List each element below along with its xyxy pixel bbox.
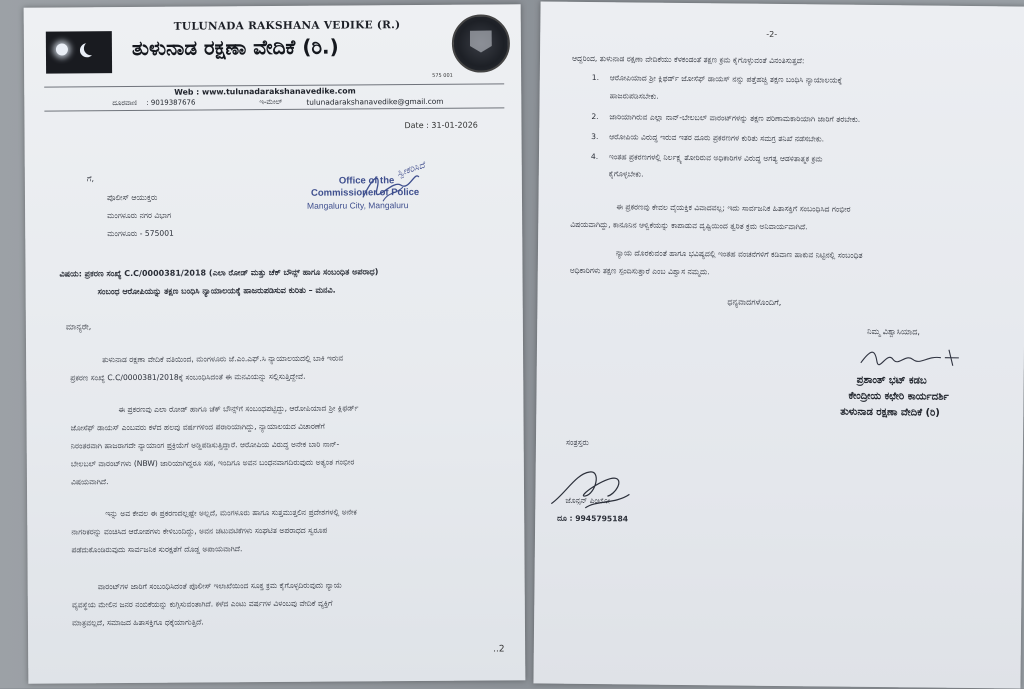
to-label: ಗೆ,	[86, 174, 95, 184]
para2-line-3: ನಿರಂತರವಾಗಿ ಹಾಜರಾಗದೇ ನ್ಯಾಯಾಂಗ ಪ್ರಕ್ರಿಯೆಗೆ ಅಡ್ಡಿಪಡಿಸುತ್ತಿದ್ದಾರೆ. ಆರೋಪಿಯ ವಿರುದ್ಧ ಅನೇಕ ಬಾರಿ ನಾನ್-	[70, 439, 340, 451]
request-4-line-2: ಕೈಗೊಳ್ಳಬೇಕು.	[608, 169, 644, 179]
complainant-name: ಜೊನ್ಸನ್ ಪಿಂಟೋ	[565, 495, 611, 506]
phone-number: : 9019387676	[146, 98, 196, 107]
para3-line-2: ನಾಗರಿಕರನ್ನು ವಂಚಿಸಿದ ಆರೋಪಗಳು ಕೇಳಿಬಂದಿದ್ದು, ಅವನ ಚಟುವಟಿಕೆಗಳು ಸಂಘಟಿತ ಅಪರಾಧದ ಸ್ವರೂಪ	[71, 525, 328, 537]
address-pin: 575 001	[432, 72, 453, 79]
request-2-number: 2.	[591, 112, 599, 122]
sender-signature	[857, 343, 967, 374]
complainant-phone: ದೂ : 9945795184	[557, 513, 629, 524]
para4-line-1: ವಾರಂಟ್‌ಗಳ ಜಾರಿಗೆ ಸಂಬಂಧಿಸಿದಂತೆ ಪೊಲೀಸ್ ಇಲಾಖೆಯಿಂದ ಸೂಕ್ತ ಕ್ರಮ ಕೈಗೊಳ್ಳದಿರುವುದು ನ್ಯಾಯ	[97, 580, 342, 592]
para3-line-2: ಅಧಿಕಾರಿಗಳು ತಕ್ಷಣ ಸ್ಪಂದಿಸುತ್ತಾರೆ ಎಂಬ ವಿಶ್ವಾಸ ನಮ್ಮದು.	[569, 265, 710, 277]
requests-intro: ಆದ್ದರಿಂದ, ತುಳುನಾಡ ರಕ್ಷಣಾ ವೇದಿಕೆಯು ಕೆಳಕಂಡಂತೆ ತಕ್ಷಣ ಕ್ರಮ ಕೈಗೊಳ್ಳುವಂತೆ ವಿನಂತಿಸುತ್ತದೆ:	[571, 53, 805, 66]
salutation: ಮಾನ್ಯರೇ,	[65, 322, 92, 332]
para3-line-3: ಪಡೆದುಕೊಂಡಿರುವುದು ಸಾರ್ವಜನಿಕ ಸುರಕ್ಷತೆಗೆ ದೊಡ್ಡ ಅಪಾಯವಾಗಿದೆ.	[71, 544, 243, 555]
request-2-line-1: ಜಾರಿಯಾಗಿರುವ ಎಲ್ಲಾ ನಾನ್-ಬೇಲಬಲ್ ವಾರಂಟ್‌ಗಳನ್ನು ತಕ್ಷಣ ಪರಿಣಾಮಕಾರಿಯಾಗಿ ಜಾರಿಗೆ ತರಬೇಕು.	[609, 112, 861, 124]
para3-line-1: ಇನ್ನು ಅವ ಕೇವಲ ಈ ಪ್ರಕರಣದಲ್ಲಷ್ಟೇ ಅಲ್ಲದೆ, ಮಂಗಳೂರು ಹಾಗೂ ಸುತ್ತಮುತ್ತಲಿನ ಪ್ರದೇಶಗಳಲ್ಲಿ ಅನೇಕ	[105, 507, 357, 519]
para4-line-2: ವ್ಯವಸ್ಥೆಯ ಮೇಲಿನ ಜನರ ನಂಬಿಕೆಯನ್ನು ಕುಗ್ಗಿಸುವಂತಾಗಿದೆ. ಕಳೆದ ಎಂಟು ವರ್ಷಗಳ ವಿಳಂಬವು ವೇದಿಕೆ ವ್ಯಕ್ತಿಗೆ	[71, 598, 333, 610]
sender-name: ಪ್ರಶಾಂತ್ ಭಟ್ ಕಡಬ	[856, 374, 927, 387]
receipt-signature-scribble	[323, 167, 433, 212]
email-label: ಇ-ಮೇಲ್	[259, 97, 283, 107]
para2-line-1: ಈ ಪ್ರಕರಣವು ಕೇವಲ ವೈಯಕ್ತಿಕ ವಿವಾದವಲ್ಲ; ಇದು ಸಾರ್ವಜನಿಕ ಹಿತಾಸಕ್ತಿಗೆ ಸಂಬಂಧಿಸಿದ ಗಂಭೀರ	[616, 202, 851, 214]
para2-line-2: ಜೋಸೆಫ್ ಡಾಯಸ್ ಎಂಬವರು ಕಳೆದ ಹಲವು ವರ್ಷಗಳಿಂದ ಪರಾರಿಯಾಗಿದ್ದು, ನ್ಯಾಯಾಲಯದ ವಿಚಾರಣೆಗೆ	[70, 421, 325, 433]
para2-line-4: ಬೇಲಬಲ್ ವಾರಂಟ್‌ಗಳು (NBW) ಜಾರಿಯಾಗಿದ್ದರೂ ಸಹ, ಇಂದಿಗೂ ಅವನ ಬಂಧನವಾಗದಿರುವುದು ಅತ್ಯಂತ ಗಂಭೀರ	[70, 457, 355, 469]
complainant-label: ಸಂತ್ರಸ್ತರು	[565, 437, 589, 447]
request-1-line-1: ಆರೋಪಿಯಾದ ಶ್ರೀ ಕ್ಲಿಫರ್ಡ್ ಜೋಸೆಫ್ ಡಾಯಸ್ ನನ್ನು ಪತ್ತೆಹಚ್ಚಿ ತಕ್ಷಣ ಬಂಧಿಸಿ ನ್ಯಾಯಾಲಯಕ್ಕೆ	[609, 73, 843, 85]
para2-line-1: ಈ ಪ್ರಕರಣವು ಎಲಾ ರೋಡ್ ಹಾಗೂ ಚೆಕ್ ಬೌನ್ಸ್‌ಗೆ ಸಂಬಂಧಪಟ್ಟಿದ್ದು, ಆರೋಪಿಯಾದ ಶ್ರೀ ಕ್ಲಿಫರ್ಡ್	[118, 403, 359, 415]
recipient-line-1: ಪೊಲೀಸ್ ಆಯುಕ್ತರು	[106, 192, 158, 203]
closing-yours: ನಿಮ್ಮ ವಿಶ್ವಾಸಿಯಾದ,	[867, 326, 921, 337]
continued-page-marker: ..2	[493, 644, 505, 655]
para2-line-5: ವಿಷಯವಾಗಿದೆ.	[70, 477, 109, 487]
letter-date: Date : 31-01-2026	[404, 120, 478, 131]
sun-icon	[56, 43, 68, 55]
sender-title: ಕೇಂದ್ರೀಯ ಕಛೇರಿ ಕಾರ್ಯದರ್ಶಿ	[848, 390, 949, 403]
crescent-moon-icon	[84, 41, 98, 55]
request-1-number: 1.	[591, 73, 600, 83]
subject-line-1: ವಿಷಯ: ಪ್ರಕರಣ ಸಂಖ್ಯೆ C.C/0000381/2018 (ಎಲಾ ರೋಡ್ ಮತ್ತು ಚೆಕ್ ಬೌನ್ಸ್ ಹಾಗೂ ಸಂಬಂಧಿತ ಅಪರಾಧ)	[59, 267, 379, 279]
stamp-line-1: Office of the	[338, 175, 395, 187]
stamp-line-3: Mangaluru City, Mangaluru	[307, 200, 409, 211]
organization-flag-logo	[46, 31, 112, 73]
website-line: Web : www.tulunadarakshanavedike.com	[174, 86, 356, 97]
para4-line-3: ಮಾತ್ರವಲ್ಲದೆ, ಸಮಾಜದ ಹಿತಾಸಕ್ತಿಗೂ ಧಕ್ಕೆಯಾಗುತ್ತಿದೆ.	[71, 617, 204, 628]
recipient-line-2: ಮಂಗಳೂರು ನಗರ ವಿಭಾಗ	[107, 210, 172, 221]
request-3-number: 3.	[591, 132, 599, 142]
request-1-line-2: ಹಾಜರುಪಡಿಸಬೇಕು.	[609, 91, 659, 101]
sender-organization: ತುಳುನಾಡ ರಕ್ಷಣಾ ವೇದಿಕೆ (ರಿ)	[840, 406, 940, 419]
para1-line-2: ಪ್ರಕರಣ ಸಂಖ್ಯೆ C.C/0000381/2018ಕ್ಕೆ ಸಂಬಂಧಿಸಿದಂತೆ ಈ ಮನವಿಯನ್ನು ಸಲ್ಲಿಸುತ್ತಿದ್ದೇವೆ.	[70, 371, 306, 383]
letter-page-2	[533, 1, 1024, 688]
subject-line-2: ಸಂಬಂಧ ಆರೋಪಿಯನ್ನು ತಕ್ಷಣ ಬಂಧಿಸಿ ನ್ಯಾಯಾಲಯಕ್ಕೆ ಹಾಜರುಪಡಿಸುವ ಕುರಿತು – ಮನವಿ.	[97, 285, 336, 297]
page-number: -2-	[766, 29, 778, 39]
email-address: tulunadarakshanavedike@gmail.com	[306, 96, 444, 107]
stamp-line-2: Commissioner of Police	[310, 186, 420, 199]
complainant-signature	[545, 464, 646, 515]
request-3-line-1: ಆರೋಪಿಯ ವಿರುದ್ಧ ಇರುವ ಇತರ ದೂರು ಪ್ರಕರಣಗಳ ಕುರಿತು ಸಮಗ್ರ ತನಿಖೆ ನಡೆಸಬೇಕು.	[609, 132, 825, 144]
org-name-english: TULUNADA RAKSHANA VEDIKE (R.)	[173, 19, 401, 33]
para1-line-1: ತುಳುನಾಡ ರಕ್ಷಣಾ ವೇದಿಕೆ ವತಿಯಿಂದ, ಮಂಗಳೂರು ಜೆ.ಎಂ.ಎಫ್.ಸಿ ನ್ಯಾಯಾಲಯದಲ್ಲಿ ಬಾಕಿ ಇರುವ	[102, 353, 344, 365]
closing-regards: ಧನ್ಯವಾದಗಳೊಂದಿಗೆ,	[727, 297, 782, 308]
org-name-kannada: ತುಳುನಾಡ ರಕ್ಷಣಾ ವೇದಿಕೆ (ರಿ.)	[131, 34, 339, 60]
phone-label: ದೂರವಾಣಿ	[112, 98, 137, 108]
para2-line-2: ವಿಷಯವಾಗಿದ್ದು, ಕಾನೂನಿನ ಆಳ್ವಿಕೆಯನ್ನು ಕಾಪಾಡುವ ದೃಷ್ಟಿಯಿಂದ ತ್ವರಿತ ಕ್ರಮ ಅನಿವಾರ್ಯವಾಗಿದೆ.	[570, 219, 808, 232]
para3-line-1: ನ್ಯಾಯ ದೊರಕುವಂತೆ ಹಾಗೂ ಭವಿಷ್ಯದಲ್ಲಿ ಇಂತಹ ವಂಚನೆಗಳಿಗೆ ಕಡಿವಾಣ ಹಾಕುವ ನಿಟ್ಟಿನಲ್ಲಿ ಸಂಬಂಧಿತ	[615, 248, 863, 260]
request-4-number: 4.	[590, 152, 599, 162]
letter-page-1	[24, 4, 526, 683]
request-4-line-1: ಇಂತಹ ಪ್ರಕರಣಗಳಲ್ಲಿ ನಿರ್ಲಕ್ಷ್ಯ ತೋರಿರುವ ಅಧಿಕಾರಿಗಳ ವಿರುದ್ಧ ಅಗತ್ಯ ಆಡಳಿತಾತ್ಮಕ ಕ್ರಮ	[608, 152, 823, 164]
recipient-line-3: ಮಂಗಳೂರು - 575001	[107, 228, 174, 239]
stamp-handwritten-note: ಸ್ವೀಕರಿಸಿದೆ	[395, 160, 427, 180]
organization-seal-logo	[452, 14, 510, 72]
